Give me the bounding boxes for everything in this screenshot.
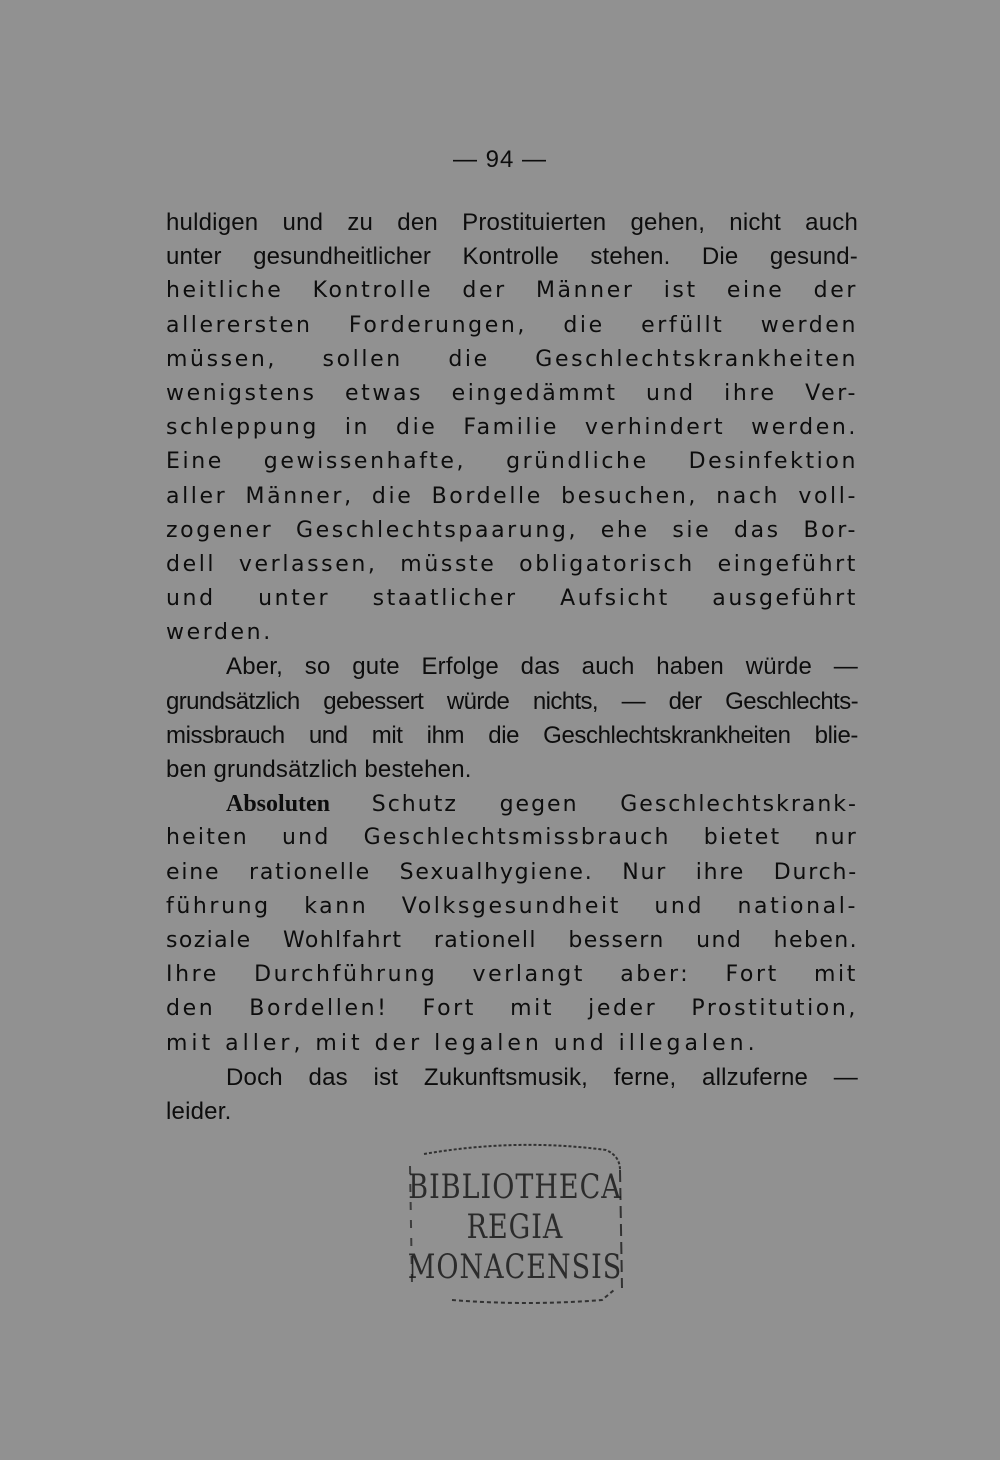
text-line: huldigen und zu den Prostituierten gehen, nicht auch: [166, 209, 858, 236]
text-line: dell verlassen, müsste obligatorisch eingeführt: [166, 551, 858, 577]
text-line: ben grundsätzlich bestehen.: [166, 756, 472, 783]
text-line: müssen, sollen die Geschlechtskrankheiten: [166, 346, 858, 372]
body-text: [166, 206, 858, 1129]
library-stamp: [406, 1140, 624, 1308]
text-line: zogener Geschlechtspaarung, ehe sie das Bor-: [166, 517, 858, 543]
text-line: aller Männer, die Bordelle besuchen, nach voll-: [166, 483, 858, 509]
stamp-line-2: REGIA: [466, 1208, 564, 1247]
stamp-line-1: BIBLIOTHECA: [408, 1168, 622, 1207]
text-line: eine rationelle Sexualhygiene. Nur ihre Durch-: [166, 859, 858, 885]
text-line: den Bordellen! Fort mit jeder Prostitution,: [166, 996, 858, 1022]
text-line: werden.: [166, 620, 273, 646]
text-line: Aber, so gute Erfolge das auch haben würde —: [226, 653, 858, 681]
text-line: wenigstens etwas eingedämmt und ihre Ver-: [166, 380, 858, 406]
stamp-line-3: MONACENSIS: [407, 1248, 623, 1287]
text-line: grundsätzlich gebessert würde nichts, — der Geschlechts-: [166, 687, 858, 715]
text-line-with-bold-lead: [166, 787, 858, 821]
text-line: allerersten Forderungen, die erfüllt werden: [166, 312, 858, 338]
text-line-rest: Schutz gegen Geschlechtskrank-: [371, 792, 858, 818]
page-number: — 94 —: [452, 146, 548, 173]
text-line: führung kann Volksgesundheit und national-: [166, 893, 858, 919]
text-line: missbrauch und mit ihm die Geschlechtskrankheiten blie-: [166, 721, 858, 749]
text-line: soziale Wohlfahrt rationell bessern und heben.: [166, 927, 858, 953]
text-line: Doch das ist Zukunftsmusik, ferne, allzuferne —: [226, 1063, 858, 1091]
text-line: leider.: [166, 1097, 232, 1125]
text-line: unter gesundheitlicher Kontrolle stehen. Die gesund-: [166, 243, 858, 271]
text-line: mit aller, mit der legalen und illegalen.: [166, 1030, 759, 1056]
text-line: Ihre Durchführung verlangt aber: Fort mit: [166, 962, 858, 988]
text-line: heiten und Geschlechtsmissbrauch bietet nur: [166, 825, 858, 851]
bold-lead-word: Absoluten: [226, 791, 331, 818]
text-line: heitliche Kontrolle der Männer ist eine der: [166, 278, 858, 304]
text-line: schleppung in die Familie verhindert werden.: [166, 415, 858, 441]
text-line: Eine gewissenhafte, gründliche Desinfektion: [166, 449, 858, 475]
text-line: und unter staatlicher Aufsicht ausgeführt: [166, 586, 858, 612]
